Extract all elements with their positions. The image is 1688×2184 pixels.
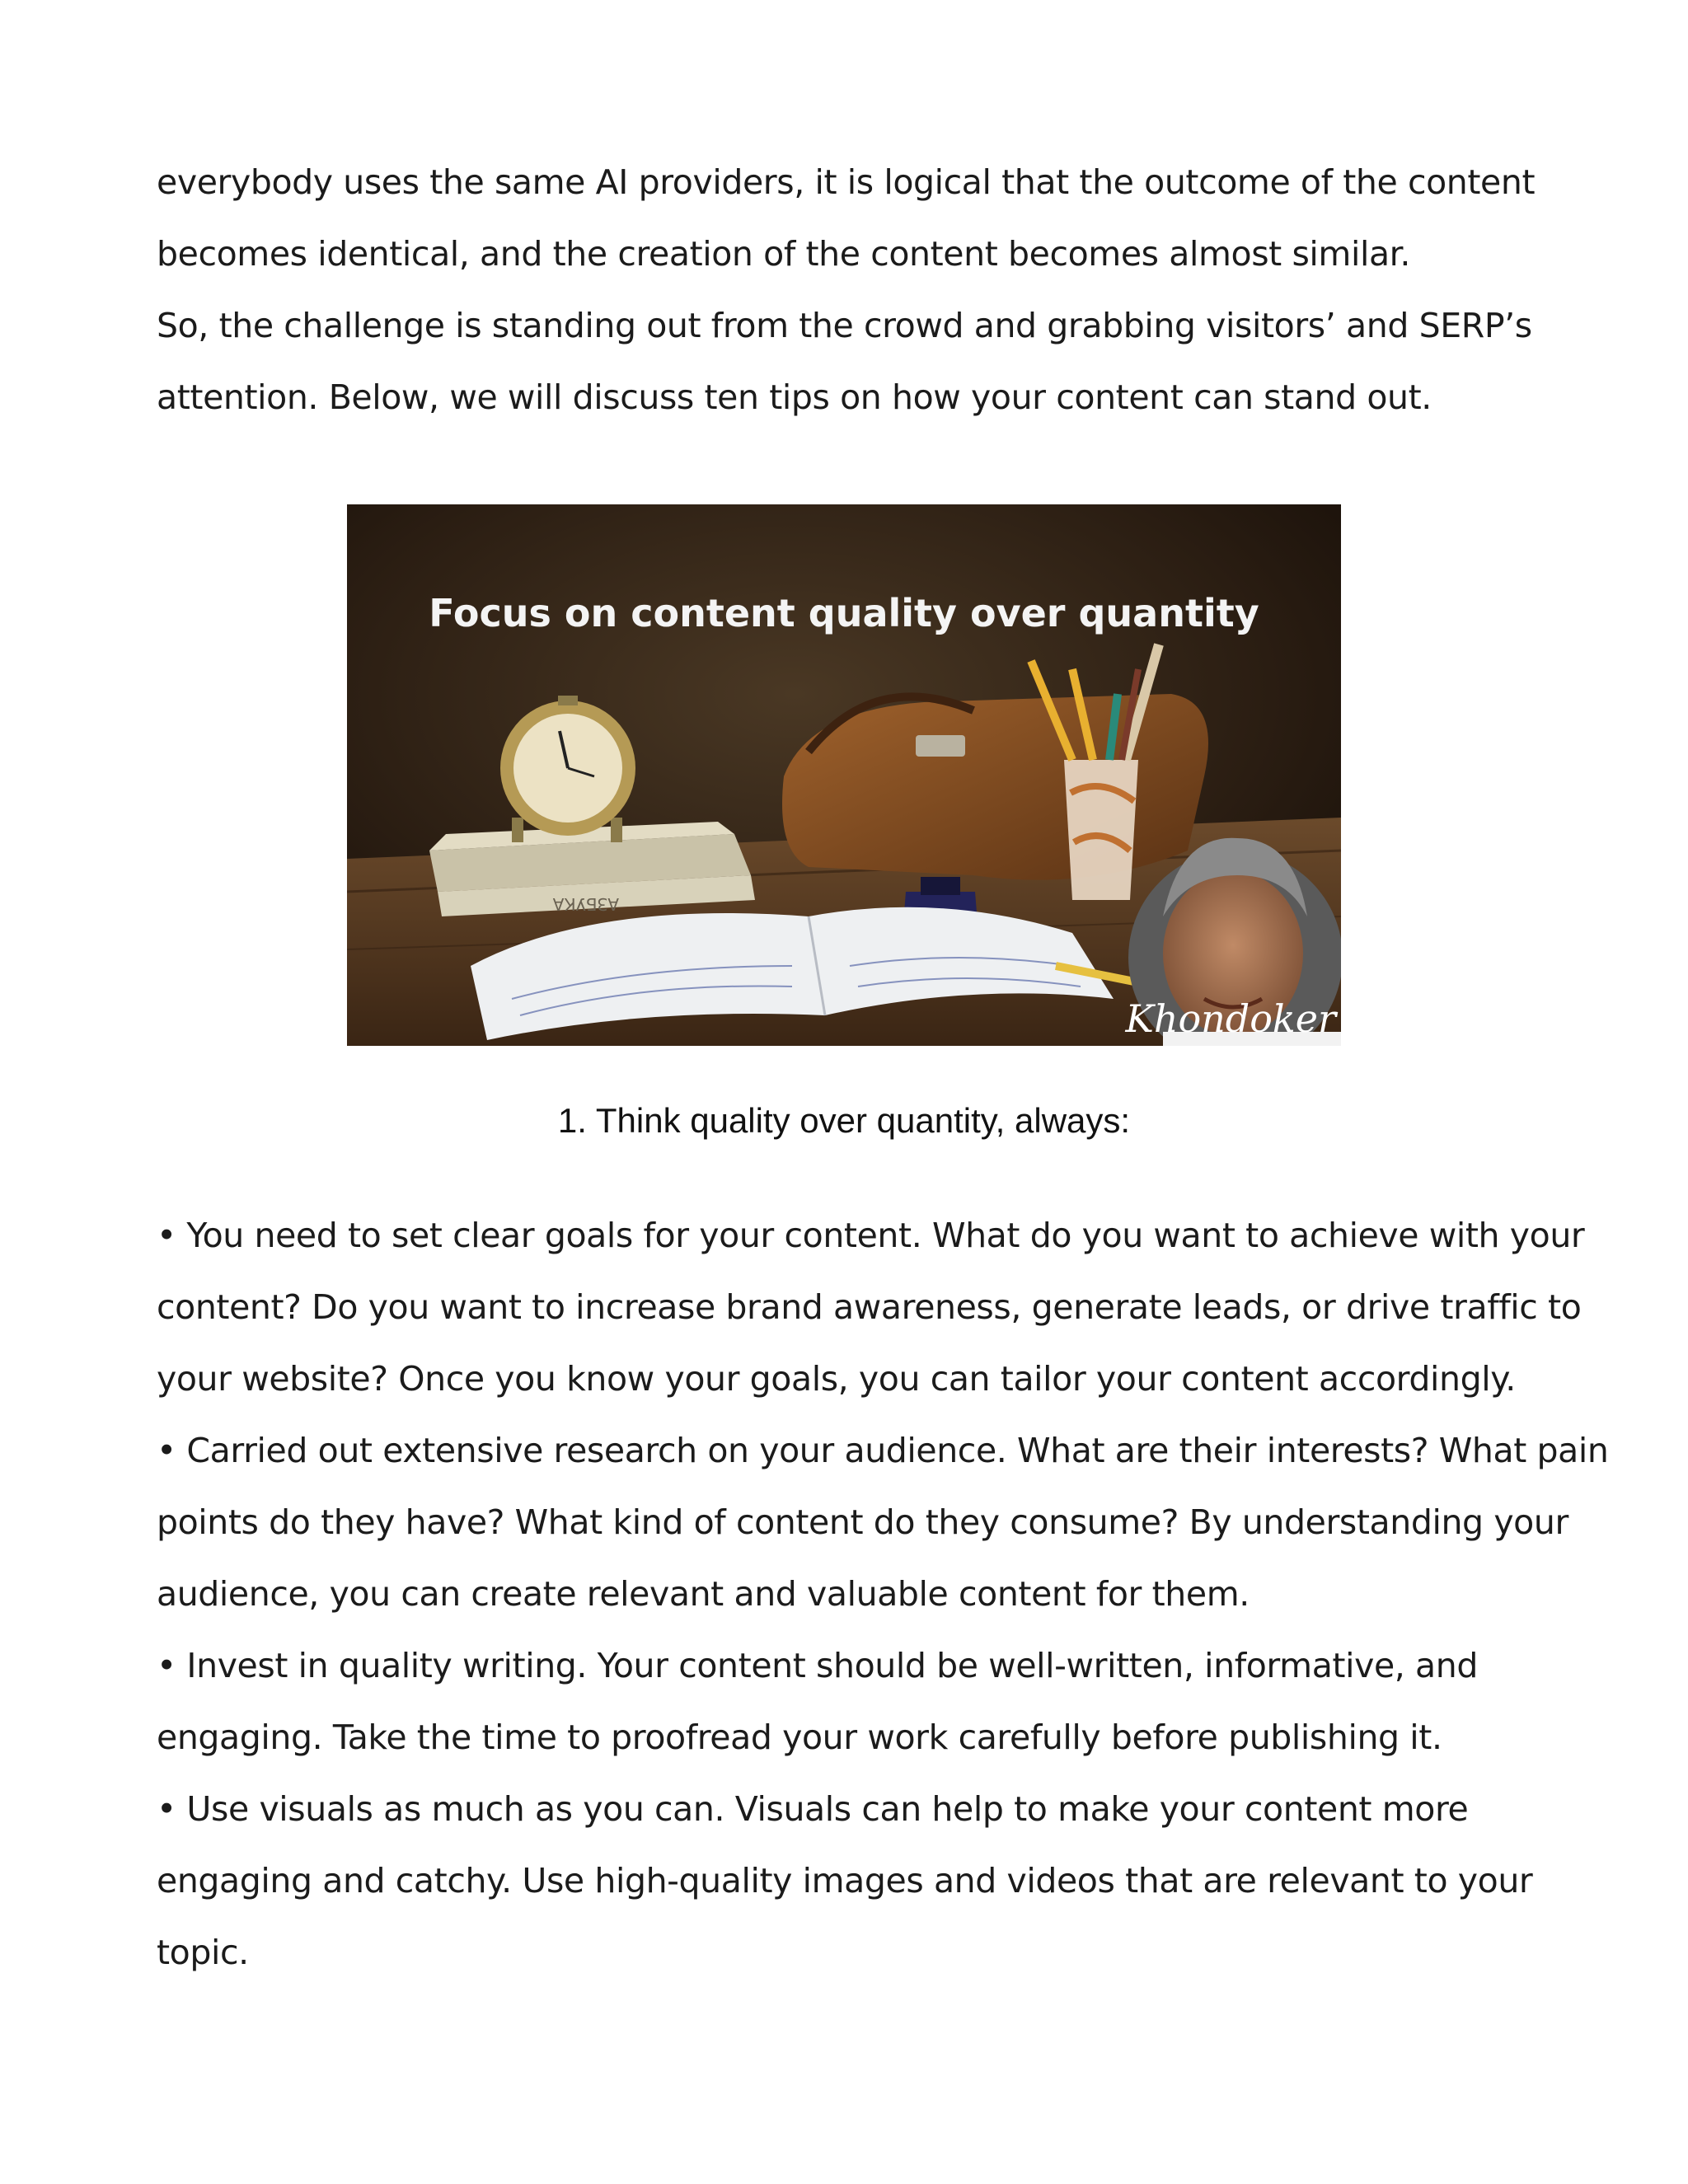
text-line: points do they have? What kind of content do they consume? By understanding your xyxy=(157,1502,1568,1542)
text-line: • You need to set clear goals for your content. What do you want to achieve with your xyxy=(157,1216,1585,1255)
image-banner-text: Focus on content quality over quantity xyxy=(429,591,1259,635)
article-image xyxy=(347,504,1341,1046)
text-line: becomes identical, and the creation of the content becomes almost similar. xyxy=(157,234,1410,274)
text-line: topic. xyxy=(157,1933,249,1972)
leather-bag-shape xyxy=(782,694,1208,880)
text-line: • Use visuals as much as you can. Visuals can help to make your content more xyxy=(157,1789,1469,1829)
book-spine-text: АЗБУКА xyxy=(552,894,619,914)
text-line: engaging. Take the time to proofread your work carefully before publishing it. xyxy=(157,1718,1442,1757)
text-line: content? Do you want to increase brand awareness, generate leads, or drive traffic to xyxy=(157,1287,1582,1327)
body-paragraph xyxy=(157,1200,1609,1989)
text-line: everybody uses the same AI providers, it is logical that the outcome of the content xyxy=(157,162,1536,202)
text-line: So, the challenge is standing out from the crowd and grabbing visitors’ and SERP’s xyxy=(157,306,1532,345)
text-line: engaging and catchy. Use high-quality images and videos that are relevant to your xyxy=(157,1861,1533,1900)
pencil-cup xyxy=(1064,760,1138,900)
text-line: your website? Once you know your goals, you can tailor your content accordingly. xyxy=(157,1359,1516,1399)
text-line: • Carried out extensive research on your audience. What are their interests? What pain xyxy=(157,1431,1609,1470)
intro-paragraph xyxy=(157,147,1541,434)
text-line: audience, you can create relevant and valuable content for them. xyxy=(157,1574,1250,1614)
text-line: attention. Below, we will discuss ten tips on how your content can stand out. xyxy=(157,377,1432,417)
section-heading: 1. Think quality over quantity, always: xyxy=(557,1101,1131,1140)
signature-text: Khondoker xyxy=(1125,996,1336,1041)
text-line: • Invest in quality writing. Your content should be well-written, informative, and xyxy=(157,1646,1478,1685)
